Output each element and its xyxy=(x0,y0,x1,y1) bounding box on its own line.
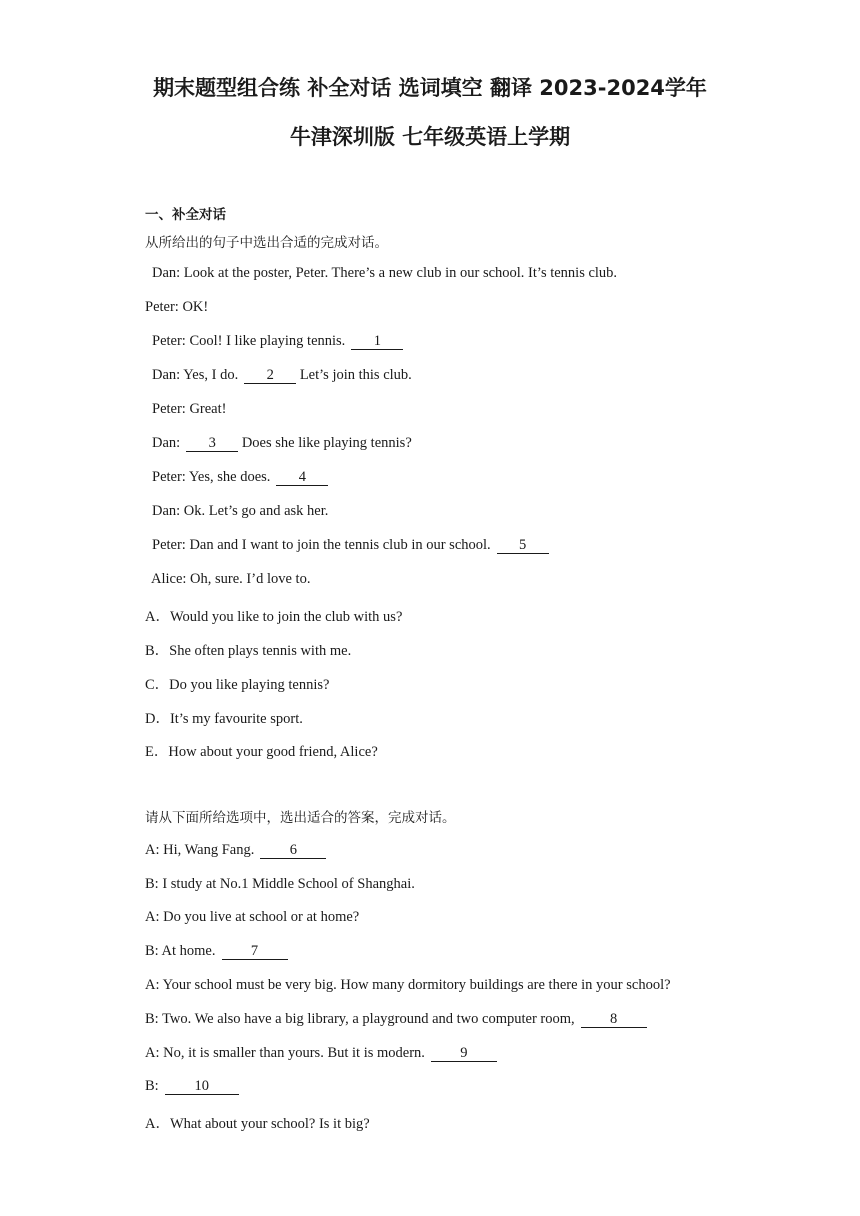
dialogue-text: A: Hi, Wang Fang. xyxy=(145,842,255,858)
dialogue-line: Peter: OK! xyxy=(145,299,209,315)
q2-instruction: 请从下面所给选项中，选出适合的答案，完成对话。 xyxy=(145,810,456,826)
section-heading: 一、补全对话 xyxy=(145,207,226,223)
answer-blank: 8 xyxy=(581,1012,647,1028)
dialogue-line xyxy=(152,537,549,554)
dialogue-line xyxy=(145,842,326,859)
dialogue-line xyxy=(152,435,412,452)
dialogue-line xyxy=(145,1045,497,1062)
dialogue-text: B: xyxy=(145,1078,159,1094)
dialogue-line: Peter: Great! xyxy=(152,401,227,417)
answer-blank: 2 xyxy=(244,368,296,384)
answer-blank: 6 xyxy=(260,843,326,859)
option-item: E．How about your good friend, Alice? xyxy=(145,744,378,760)
dialogue-line: Alice: Oh, sure. I’d love to. xyxy=(151,571,311,587)
answer-blank: 9 xyxy=(431,1046,497,1062)
dialogue-text: B: At home. xyxy=(145,943,216,959)
option-item: A．Would you like to join the club with us? xyxy=(145,609,403,625)
dialogue-text: Dan: xyxy=(152,435,181,451)
answer-blank: 7 xyxy=(222,944,288,960)
option-item: A．What about your school? Is it big? xyxy=(145,1116,370,1132)
page-title-line-1: 期末题型组合练 补全对话 选词填空 翻译 2023-2024学年 xyxy=(153,76,707,100)
dialogue-line: B: I study at No.1 Middle School of Shanghai. xyxy=(145,876,415,892)
answer-blank: 4 xyxy=(276,470,328,486)
dialogue-text: Peter: Cool! I like playing tennis. xyxy=(152,333,346,349)
dialogue-line xyxy=(145,1011,647,1028)
dialogue-text: Let’s join this club. xyxy=(299,367,412,383)
dialogue-line: A: Your school must be very big. How many dormitory buildings are there in your school? xyxy=(145,977,671,993)
answer-blank: 1 xyxy=(351,334,403,350)
dialogue-line xyxy=(152,367,412,384)
dialogue-line xyxy=(145,943,288,960)
dialogue-line xyxy=(152,469,328,486)
dialogue-line: Dan: Look at the poster, Peter. There’s a new club in our school. It’s tennis club. xyxy=(152,265,618,281)
dialogue-text: A: No, it is smaller than yours. But it is modern. xyxy=(145,1045,425,1061)
dialogue-line xyxy=(152,333,403,350)
answer-blank: 5 xyxy=(497,538,549,554)
dialogue-text: Peter: Dan and I want to join the tennis club in our school. xyxy=(152,537,491,553)
dialogue-line: Dan: Ok. Let’s go and ask her. xyxy=(152,503,329,519)
option-item: B．She often plays tennis with me. xyxy=(145,643,352,659)
dialogue-line xyxy=(145,1078,239,1095)
dialogue-text: Peter: Yes, she does. xyxy=(152,469,271,485)
answer-blank: 3 xyxy=(186,436,238,452)
option-item: D．It’s my favourite sport. xyxy=(145,711,303,727)
dialogue-text: Does she like playing tennis? xyxy=(241,435,412,451)
dialogue-line: A: Do you live at school or at home? xyxy=(145,909,360,925)
dialogue-text: B: Two. We also have a big library, a playground and two computer room, xyxy=(145,1011,575,1027)
answer-blank: 10 xyxy=(165,1079,239,1095)
option-item: C．Do you like playing tennis? xyxy=(145,677,330,693)
dialogue-text: Dan: Yes, I do. xyxy=(152,367,239,383)
q1-instruction: 从所给出的句子中选出合适的完成对话。 xyxy=(145,235,388,251)
page-title-line-2: 牛津深圳版 七年级英语上学期 xyxy=(289,125,571,149)
